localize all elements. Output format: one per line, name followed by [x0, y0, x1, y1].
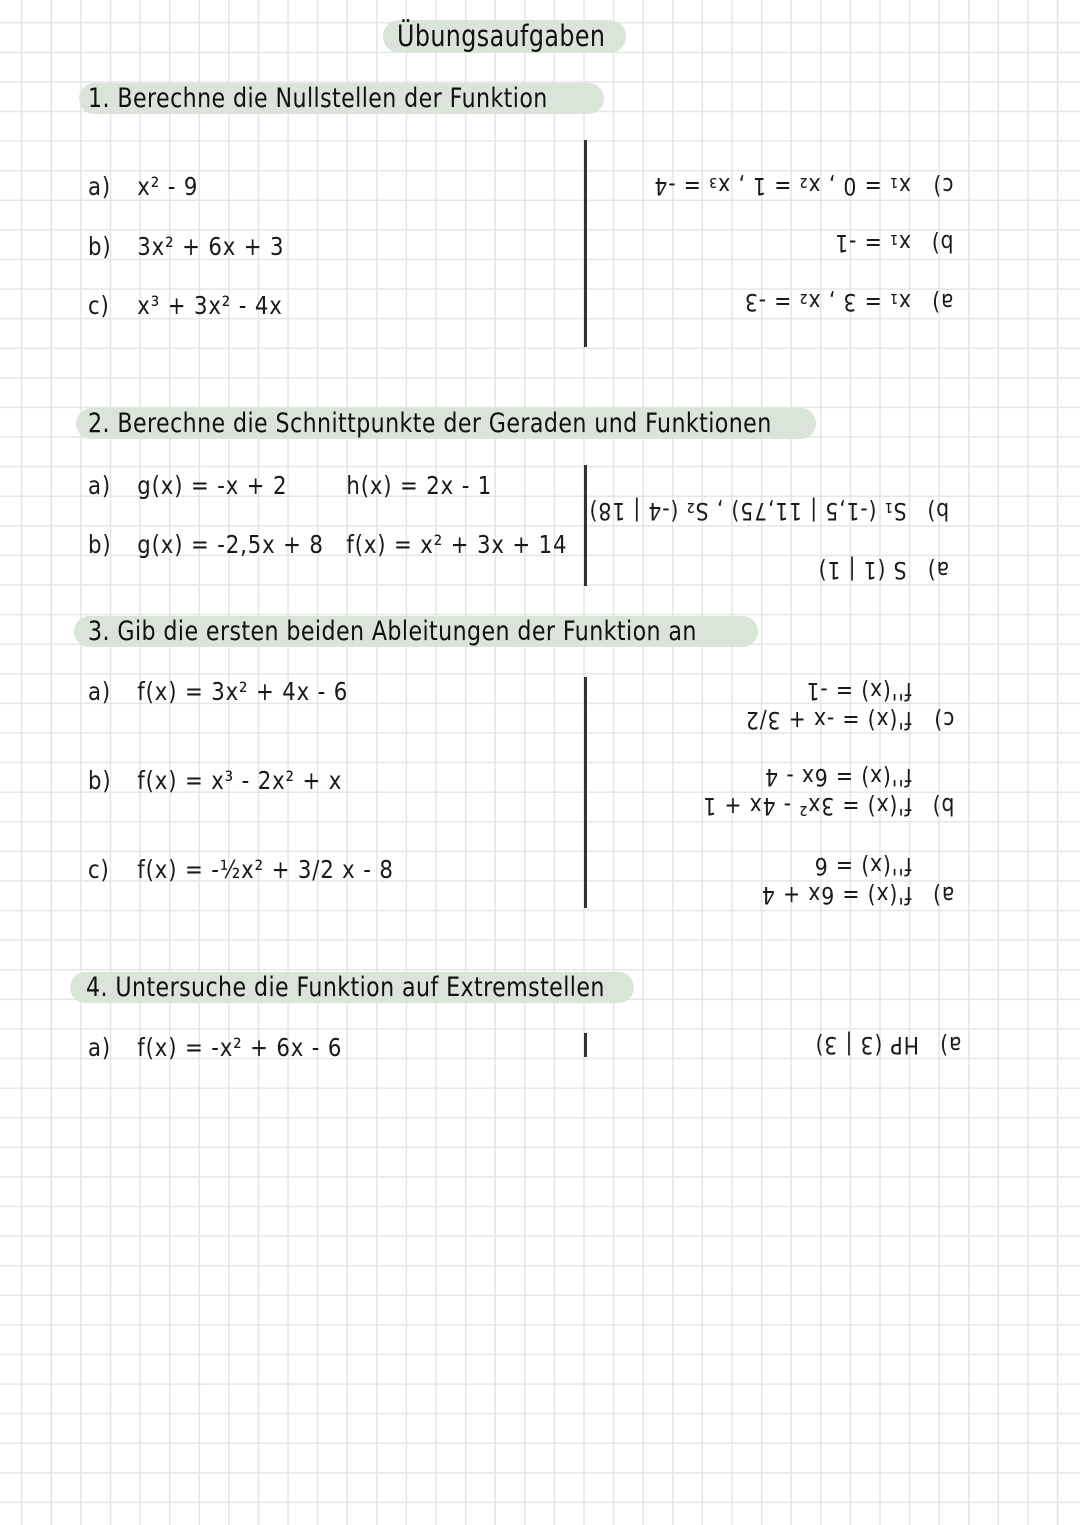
task-label: b) [88, 232, 112, 261]
section-4-divider [584, 1033, 587, 1057]
task-1b [88, 232, 284, 262]
task-expr: 3x² + 6x + 3 [137, 232, 285, 261]
task-expr: f(x) = -x² + 6x - 6 [137, 1033, 343, 1062]
task-expr: f(x) = x³ - 2x² + x [137, 766, 343, 795]
section-1-heading: 1. Berechne die Nullstellen der Funktion [88, 83, 548, 114]
answer-4a: a)HP (3 | 3) [814, 1031, 962, 1059]
answer-3c: c)f'(x) = -x + 3/2 f''(x) = -1 [745, 677, 955, 734]
section-2-heading: 2. Berechne die Schnittpunkte der Geraden und Funktionen [88, 408, 772, 439]
section-3-heading: 3. Gib die ersten beiden Ableitungen der Funktion an [88, 616, 697, 647]
section-2-divider [584, 465, 587, 586]
task-expr: f(x) = 3x² + 4x - 6 [137, 677, 349, 706]
task-3a [88, 677, 348, 707]
task-expr: f(x) = -½x² + 3/2 x - 8 [137, 855, 394, 884]
section-4-heading: 4. Untersuche die Funktion auf Extremstellen [86, 972, 605, 1003]
task-expr-2: h(x) = 2x - 1 [346, 471, 493, 500]
task-expr-1: g(x) = -2,5x + 8 [137, 530, 324, 559]
task-expr: x³ + 3x² - 4x [137, 291, 283, 320]
task-expr-2: f(x) = x² + 3x + 14 [346, 530, 568, 559]
task-label: c) [88, 291, 110, 320]
task-label: a) [88, 677, 112, 706]
answer-3a: a)f'(x) = 6x + 4 f''(x) = 6 [761, 852, 955, 909]
answer-3b: b)f'(x) = 3x² - 4x + 1 f''(x) = 6x - 4 [702, 763, 955, 820]
task-2a [88, 471, 492, 501]
section-3-divider [584, 677, 587, 908]
answer-1a: a)x₁ = 3 , x₂ = -3 [744, 288, 954, 316]
task-3c [88, 855, 394, 885]
task-label: a) [88, 471, 112, 500]
task-label: a) [88, 172, 112, 201]
task-1c [88, 291, 283, 321]
answer-1c: c)x₁ = 0 , x₂ = 1 , x₃ = -4 [653, 172, 954, 200]
task-label: b) [88, 530, 112, 559]
task-label: a) [88, 1033, 112, 1062]
task-expr: x² - 9 [137, 172, 199, 201]
task-3b [88, 766, 342, 796]
answer-2a: a)S (1 | 1) [817, 556, 950, 584]
page-title: Übungsaufgaben [397, 19, 606, 53]
task-label: c) [88, 855, 110, 884]
task-1a [88, 172, 198, 202]
answer-2b: b)S₁ (-1,5 | 11,75) , S₂ (-4 | 18) [588, 497, 950, 525]
answer-1b: b)x₁ = -1 [834, 229, 954, 257]
task-expr-1: g(x) = -x + 2 [137, 471, 288, 500]
task-label: b) [88, 766, 112, 795]
task-2b [88, 530, 567, 560]
section-1-divider [584, 140, 587, 347]
task-4a [88, 1033, 342, 1063]
